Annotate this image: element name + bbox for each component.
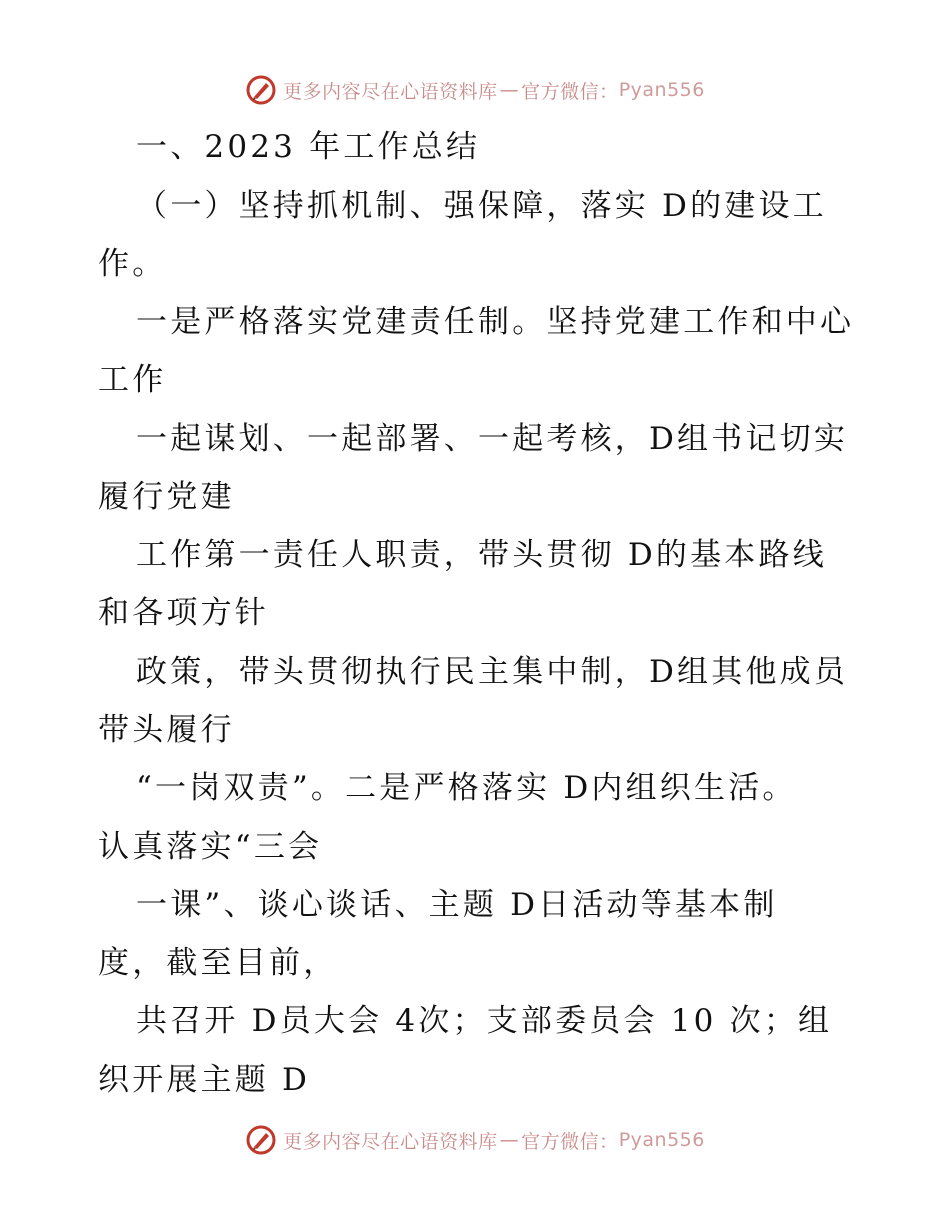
section-heading: 一、2023 年工作总结 bbox=[136, 129, 481, 165]
text-line: 一起谋划、一起部署、一起考核，D组书记切实 bbox=[136, 421, 849, 457]
text-line: 作。 bbox=[98, 246, 167, 282]
text-line: 工作第一责任人职责，带头贯彻 D的基本路线 bbox=[136, 537, 827, 573]
watermark-footer bbox=[0, 1120, 950, 1160]
watermark-id: Pyan556 bbox=[618, 79, 705, 101]
text-line: 织开展主题 D bbox=[98, 1062, 311, 1098]
watermark-text: 更多内容尽在心语资料库 bbox=[283, 80, 498, 103]
watermark-id: Pyan556 bbox=[618, 1129, 705, 1151]
text-line: 认真落实“三会 bbox=[98, 829, 323, 865]
text-line: 度，截至目前， bbox=[98, 945, 338, 981]
pen-logo-icon bbox=[245, 74, 277, 106]
watermark-separator: — bbox=[499, 79, 520, 101]
watermark-separator: — bbox=[499, 1129, 520, 1151]
pen-logo-icon bbox=[245, 1124, 277, 1156]
text-line: 政策，带头贯彻执行民主集中制，D组其他成员 bbox=[136, 654, 849, 690]
text-line: 一是严格落实党建责任制。坚持党建工作和中心 bbox=[136, 304, 855, 340]
text-line: 一课”、谈心谈话、主题 D日活动等基本制 bbox=[136, 887, 778, 923]
watermark-suffix: 官方微信： bbox=[521, 1130, 619, 1153]
subsection-heading: （一）坚持抓机制、强保障，落实 D的建设工 bbox=[136, 188, 827, 224]
text-line: 工作 bbox=[98, 362, 167, 398]
text-line: 履行党建 bbox=[98, 479, 235, 515]
text-line: 共召开 D员大会 4次；支部委员会 10 次；组 bbox=[136, 1003, 833, 1039]
watermark-suffix: 官方微信： bbox=[521, 80, 619, 103]
watermark-header bbox=[0, 70, 950, 110]
text-line: “一岗双责”。二是严格落实 D内组织生活。 bbox=[136, 770, 797, 806]
text-line: 带头履行 bbox=[98, 712, 235, 748]
watermark-text: 更多内容尽在心语资料库 bbox=[283, 1130, 498, 1153]
text-line: 和各项方针 bbox=[98, 595, 269, 631]
